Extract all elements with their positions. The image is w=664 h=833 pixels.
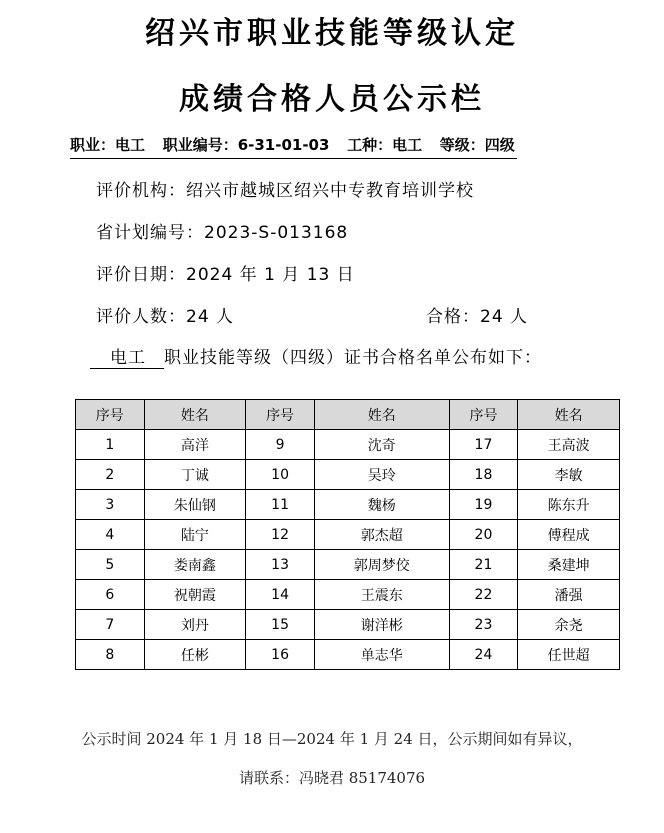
table-row (76, 430, 620, 460)
meta-trade: 工种：电工 (347, 136, 423, 154)
passed-count: 合格：24 人 (426, 307, 529, 327)
table-cell-number: 22 (449, 580, 518, 610)
table-cell-number: 12 (246, 520, 315, 550)
table-cell-number: 10 (246, 460, 315, 490)
table-cell-number: 18 (449, 460, 518, 490)
table-cell-name: 潘强 (518, 580, 620, 610)
table-cell-name: 桑建坤 (518, 550, 620, 580)
announcement-line (90, 343, 542, 369)
table-cell-name: 丁诚 (144, 460, 246, 490)
table-cell-name: 余尧 (518, 610, 620, 640)
table-cell-number: 9 (246, 430, 315, 460)
table-cell-name: 陈东升 (518, 490, 620, 520)
evaluation-organization: 评价机构：绍兴市越城区绍兴中专教育培训学校 (96, 181, 474, 201)
table-cell-name: 王高波 (518, 430, 620, 460)
table-cell-number: 5 (76, 550, 145, 580)
table-cell-number: 1 (76, 430, 145, 460)
table-header-cell: 序号 (76, 400, 145, 430)
table-cell-name: 娄南鑫 (144, 550, 246, 580)
table-header-cell: 序号 (246, 400, 315, 430)
table-row (76, 460, 620, 490)
table-cell-name: 郭杰超 (314, 520, 449, 550)
table-cell-number: 3 (76, 490, 145, 520)
table-cell-number: 4 (76, 520, 145, 550)
table-cell-name: 陆宁 (144, 520, 246, 550)
meta-level: 等级：四级 (439, 136, 515, 154)
table-cell-number: 2 (76, 460, 145, 490)
table-cell-name: 祝朝霞 (144, 580, 246, 610)
table-cell-number: 23 (449, 610, 518, 640)
table-row (76, 610, 620, 640)
table-row (76, 580, 620, 610)
table-cell-name: 单志华 (314, 640, 449, 670)
table-cell-number: 17 (449, 430, 518, 460)
table-header-cell: 姓名 (518, 400, 620, 430)
table-cell-name: 刘丹 (144, 610, 246, 640)
table-cell-number: 19 (449, 490, 518, 520)
table-row (76, 550, 620, 580)
table-header-row (76, 400, 620, 430)
table-cell-number: 7 (76, 610, 145, 640)
table-cell-name: 高洋 (144, 430, 246, 460)
table-cell-number: 14 (246, 580, 315, 610)
announcement-occupation: 电工 (90, 343, 164, 369)
meta-code: 职业编号：6-31-01-03 (162, 136, 330, 154)
meta-occupation: 职业：电工 (70, 136, 146, 154)
table-cell-number: 16 (246, 640, 315, 670)
table-header-cell: 姓名 (314, 400, 449, 430)
table-cell-number: 6 (76, 580, 145, 610)
passed-list-table (75, 399, 620, 670)
table-cell-name: 李敏 (518, 460, 620, 490)
table-row (76, 520, 620, 550)
table-cell-number: 11 (246, 490, 315, 520)
table-cell-name: 任世超 (518, 640, 620, 670)
evaluation-count: 评价人数：24 人 (96, 307, 235, 327)
table-cell-number: 24 (449, 640, 518, 670)
table-row (76, 640, 620, 670)
table-header-cell: 序号 (449, 400, 518, 430)
meta-underline (70, 158, 517, 159)
table-header-cell: 姓名 (144, 400, 246, 430)
footer-contact: 请联系：冯晓君 85174076 (238, 769, 426, 787)
announcement-text: 职业技能等级（四级）证书合格名单公布如下： (164, 348, 542, 368)
table-cell-name: 沈奇 (314, 430, 449, 460)
table-body (76, 430, 620, 670)
page-title: 绍兴市职业技能等级认定 (145, 16, 519, 51)
footer-notice: 公示时间 2024 年 1 月 18 日—2024 年 1 月 24 日，公示期间如有异议， (81, 730, 583, 748)
table-cell-name: 吴玲 (314, 460, 449, 490)
table-cell-name: 朱仙钢 (144, 490, 246, 520)
table-cell-number: 20 (449, 520, 518, 550)
table-cell-number: 8 (76, 640, 145, 670)
table-cell-name: 傅程成 (518, 520, 620, 550)
plan-number: 省计划编号：2023-S-013168 (96, 223, 349, 243)
table-cell-name: 王震东 (314, 580, 449, 610)
occupation-meta-line (70, 134, 517, 155)
table-cell-name: 谢洋彬 (314, 610, 449, 640)
table-cell-name: 魏杨 (314, 490, 449, 520)
table-row (76, 490, 620, 520)
table-cell-number: 21 (449, 550, 518, 580)
table-cell-name: 郭周梦佼 (314, 550, 449, 580)
table-cell-number: 13 (246, 550, 315, 580)
evaluation-date: 评价日期：2024 年 1 月 13 日 (96, 265, 355, 285)
table-cell-name: 任彬 (144, 640, 246, 670)
table-cell-number: 15 (246, 610, 315, 640)
page-subtitle: 成绩合格人员公示栏 (179, 82, 485, 117)
